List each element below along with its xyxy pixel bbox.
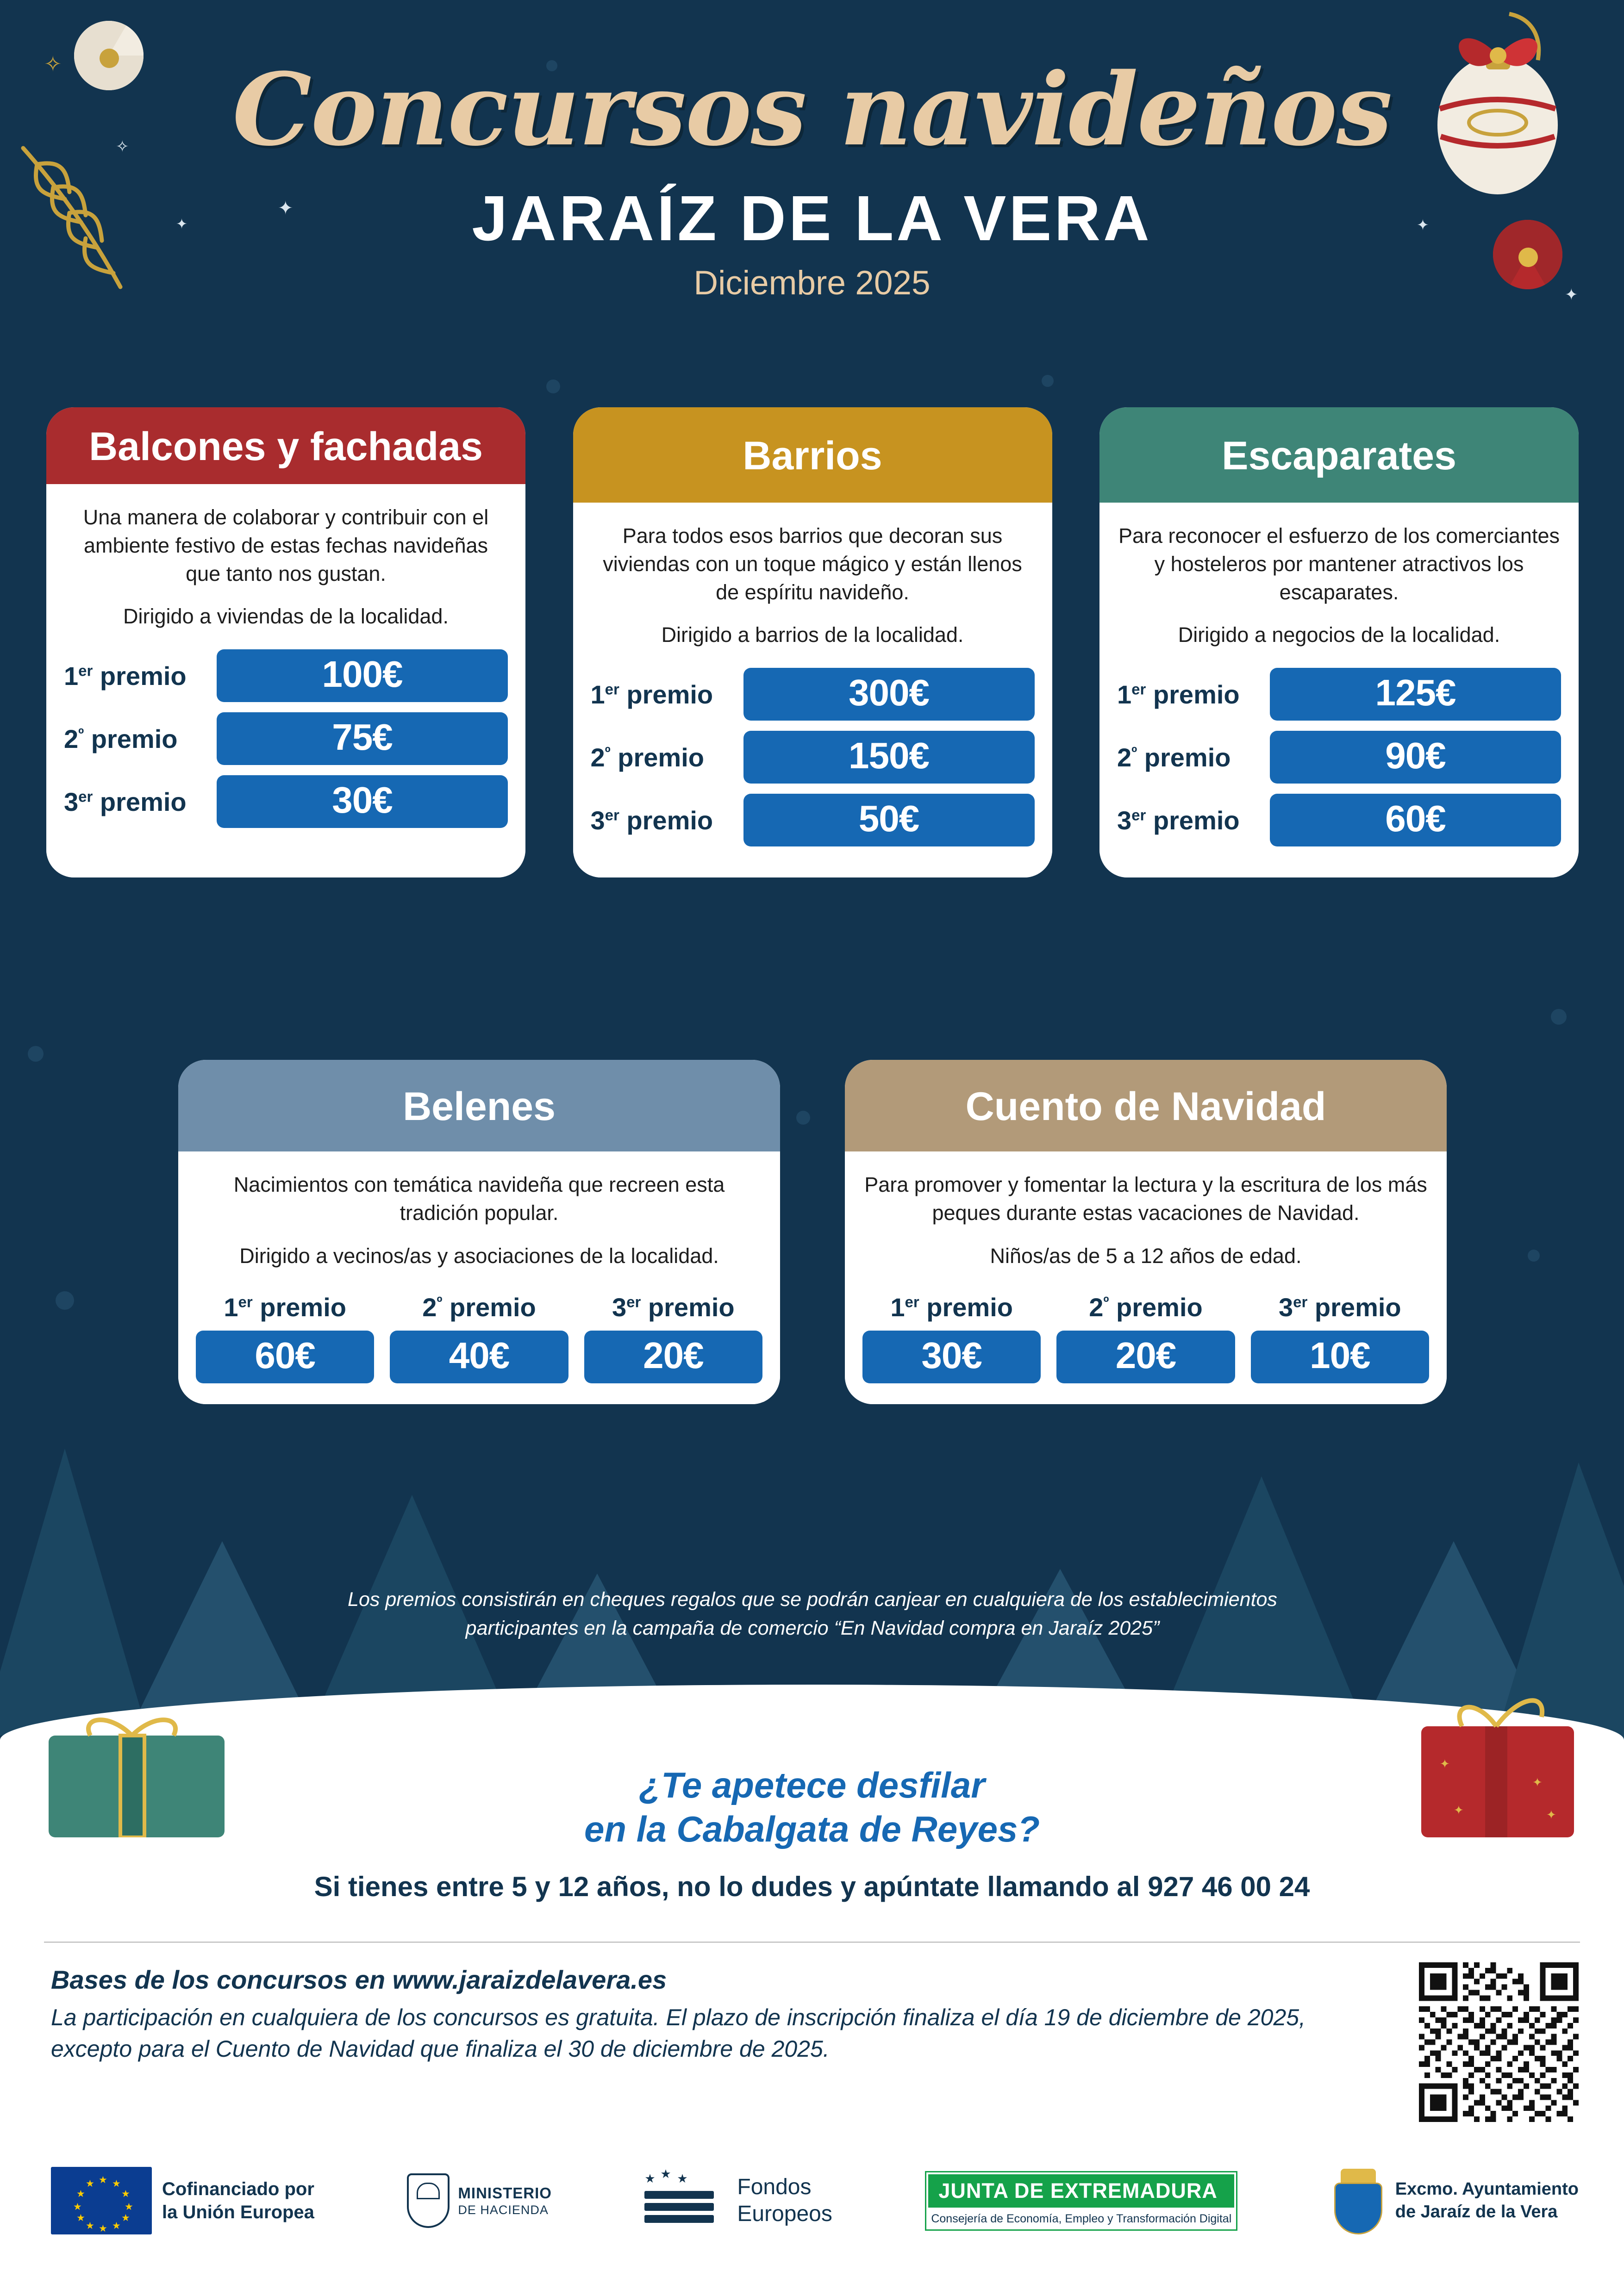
contest-card-cuento-de-navidad — [845, 1060, 1447, 1404]
ayuntamiento-crest-icon — [1330, 2166, 1386, 2235]
prize-label: $2^º$ premio — [590, 742, 704, 772]
prize-row — [1117, 668, 1561, 721]
prize-amount: 125€ — [1270, 668, 1561, 721]
card-title: Balcones y fachadas — [89, 424, 483, 469]
prize-row — [64, 649, 508, 702]
prize-label: $2^º$ premio — [64, 724, 178, 753]
card-title: Belenes — [403, 1084, 556, 1129]
card-title: Barrios — [743, 434, 882, 478]
prize-amount: 100€ — [217, 649, 508, 702]
poster-header — [0, 0, 1624, 384]
section-divider — [44, 1941, 1580, 1943]
prize-amount: 300€ — [743, 668, 1035, 721]
card-header-balcones — [46, 407, 525, 484]
ministerio-line-1: MINISTERIO — [458, 2184, 552, 2202]
page-subtitle-date: Diciembre 2025 — [693, 264, 931, 302]
fondos-line-2: Europeos — [737, 2202, 832, 2226]
fondos-mark-icon: ★ ★ ★ — [644, 2171, 728, 2231]
card-header-escaparates — [1099, 407, 1579, 503]
prize-row — [1251, 1292, 1429, 1383]
junta-subtitle: Consejería de Economía, Empleo y Transformación Digital — [931, 2212, 1232, 2225]
prize-row — [64, 775, 508, 828]
sparkle-icon: ✦ — [176, 217, 188, 232]
coat-of-arms-icon — [407, 2173, 450, 2228]
prize-amount: 150€ — [743, 731, 1035, 784]
prize-amount: 60€ — [1270, 794, 1561, 846]
qr-code[interactable] — [1419, 1962, 1579, 2122]
prizes-note — [185, 1585, 1440, 1643]
prize-label: 3er premio — [590, 805, 713, 835]
logo-ministerio-hacienda — [407, 2173, 552, 2228]
prize-list — [64, 649, 508, 838]
card-header-barrios — [573, 407, 1052, 503]
card-description: Una manera de colaborar y contribuir con el ambiente festivo de estas fechas navideñas que tanto nos gustan. — [83, 505, 489, 585]
prize-amount: 50€ — [743, 794, 1035, 846]
prize-label: $2^º$ premio — [422, 1293, 536, 1322]
bases-title: Bases de los concursos en www.jaraizdelavera.es — [51, 1965, 667, 1994]
fondos-logo-text — [737, 2174, 832, 2227]
prize-row — [591, 668, 1035, 721]
cabalgata-info: Si tienes entre 5 y 12 años, no lo dudes y apúntate llamando al 927 46 00 24 — [314, 1871, 1310, 1903]
card-description: Para todos esos barrios que decoran sus viviendas con un toque mágico y están llenos de espíritu navideño. — [603, 524, 1022, 604]
prize-row — [591, 731, 1035, 784]
logo-fondos-europeos — [644, 2167, 832, 2231]
prize-label: 3er premio — [612, 1293, 735, 1322]
prize-label: $2^º$ premio — [1089, 1293, 1203, 1322]
bases-text: La participación en cualquiera de los concursos es gratuita. El plazo de inscripción finaliza el día 19 de diciembre de 2025, excepto para el Cuento de Navidad que finaliza el 30 de diciembre de 2025. — [51, 2004, 1305, 2062]
prize-amount: 30€ — [217, 775, 508, 828]
cabalgata-title-line-1: ¿Te apetece desfilar — [639, 1765, 985, 1805]
card-header-cuento — [845, 1060, 1447, 1151]
prize-amount: 20€ — [1056, 1331, 1235, 1383]
prize-amount: 60€ — [196, 1331, 374, 1383]
prize-amount: 10€ — [1251, 1331, 1429, 1383]
ministerio-logo-text — [458, 2184, 552, 2218]
svg-text:✦: ✦ — [1532, 1775, 1543, 1789]
card-body-barrios — [573, 503, 1052, 877]
sparkle-icon: ✧ — [116, 138, 129, 156]
contest-cards-row-1 — [46, 407, 1579, 877]
sparkle-icon: ✦ — [278, 198, 294, 218]
prize-row — [64, 712, 508, 765]
prizes-note-line-2: participantes en la campaña de comercio “En Navidad compra en Jaraíz 2025” — [465, 1617, 1160, 1640]
fondos-line-1: Fondos — [737, 2175, 812, 2200]
prize-label: 1er premio — [1117, 679, 1240, 709]
prizes-note-line-1: Los premios consistirán en cheques regalos que se podrán canjear en cualquiera de los establecimientos — [348, 1588, 1277, 1611]
prize-list — [591, 668, 1035, 857]
card-header-belenes — [178, 1060, 780, 1151]
card-description: Nacimientos con temática navideña que recreen esta tradición popular. — [233, 1173, 725, 1225]
sparkle-icon: ✦ — [1417, 217, 1429, 233]
contest-card-escaparates — [1099, 407, 1579, 877]
decor-dot — [28, 1046, 44, 1062]
card-target-audience: Dirigido a vecinos/as y asociaciones de la localidad. — [239, 1244, 719, 1268]
contest-card-belenes — [178, 1060, 780, 1404]
eu-logo-line-1: Cofinanciado por — [162, 2179, 314, 2199]
card-target-audience: Dirigido a viviendas de la localidad. — [123, 604, 449, 628]
ministerio-line-2: DE HACIENDA — [458, 2203, 549, 2217]
decor-dot — [56, 1291, 74, 1310]
prize-label: 1er premio — [224, 1293, 346, 1322]
card-body-cuento — [845, 1151, 1447, 1404]
contest-card-barrios — [573, 407, 1052, 877]
prize-row — [1117, 794, 1561, 846]
ayuntamiento-logo-text — [1395, 2178, 1579, 2224]
card-title: Cuento de Navidad — [965, 1084, 1326, 1129]
prize-row — [196, 1292, 374, 1383]
card-body-escaparates — [1099, 503, 1579, 877]
svg-text:✦: ✦ — [1546, 1808, 1556, 1822]
prize-row — [591, 794, 1035, 846]
sparkle-icon: ✧ — [44, 52, 62, 76]
svg-text:✦: ✦ — [1440, 1757, 1450, 1771]
eu-logo-text — [162, 2178, 314, 2224]
prize-list — [1117, 668, 1561, 857]
prize-label: 3er premio — [64, 787, 187, 816]
card-target-audience: Niños/as de 5 a 12 años de edad. — [990, 1244, 1302, 1268]
bases-section — [51, 1965, 1347, 2065]
contest-cards-row-2 — [178, 1060, 1447, 1404]
card-body-belenes — [178, 1151, 780, 1404]
prize-label: 3er premio — [1117, 805, 1240, 835]
prize-amount: 20€ — [584, 1331, 762, 1383]
junta-title: JUNTA DE EXTREMADURA — [928, 2174, 1234, 2208]
prize-amount: 30€ — [862, 1331, 1041, 1383]
prize-row — [1056, 1292, 1235, 1383]
prize-row — [390, 1292, 568, 1383]
eu-logo-line-2: la Unión Europea — [162, 2202, 314, 2222]
logo-union-europea — [51, 2167, 314, 2234]
card-target-audience: Dirigido a negocios de la localidad. — [1178, 623, 1500, 647]
prize-label: 1er premio — [64, 661, 187, 691]
card-description: Para reconocer el esfuerzo de los comerciantes y hosteleros por mantener atractivos los escaparates. — [1118, 524, 1560, 604]
card-description: Para promover y fomentar la lectura y la escritura de los más peques durante estas vacaciones de Navidad. — [864, 1173, 1427, 1225]
page-title-script: Concursos navideños — [232, 51, 1392, 168]
eu-flag-icon: ★ ★ ★ ★ ★ ★ ★ ★ ★ ★ ★ ★ — [51, 2167, 152, 2234]
prize-label: 1er premio — [890, 1293, 1013, 1322]
page-title-town: JARAÍZ DE LA VERA — [472, 183, 1152, 254]
card-body-balcones — [46, 484, 525, 877]
logo-junta-extremadura — [925, 2171, 1237, 2231]
prize-list — [196, 1292, 762, 1383]
decor-dot — [1528, 1250, 1540, 1262]
prize-row — [862, 1292, 1041, 1383]
footer-logos — [51, 2166, 1579, 2235]
card-target-audience: Dirigido a barrios de la localidad. — [661, 623, 964, 647]
prize-row — [1117, 731, 1561, 784]
sparkle-icon: ✦ — [1565, 286, 1578, 304]
prize-row — [584, 1292, 762, 1383]
card-title: Escaparates — [1222, 434, 1456, 478]
prize-label: $2^º$ premio — [1117, 742, 1231, 772]
svg-text:✦: ✦ — [1454, 1803, 1464, 1817]
prize-list — [862, 1292, 1429, 1383]
decor-dot — [1551, 1009, 1567, 1025]
ayuntamiento-line-2: de Jaraíz de la Vera — [1395, 2202, 1558, 2221]
prize-amount: 75€ — [217, 712, 508, 765]
prize-amount: 90€ — [1270, 731, 1561, 784]
cabalgata-title-line-2: en la Cabalgata de Reyes? — [584, 1809, 1040, 1850]
prize-amount: 40€ — [390, 1331, 568, 1383]
prize-label: 3er premio — [1279, 1293, 1401, 1322]
logo-ayuntamiento — [1330, 2166, 1579, 2235]
cabalgata-section — [0, 1763, 1624, 1903]
ayuntamiento-line-1: Excmo. Ayuntamiento — [1395, 2179, 1579, 2199]
prize-label: 1er premio — [590, 679, 713, 709]
contest-card-balcones-y-fachadas — [46, 407, 525, 877]
